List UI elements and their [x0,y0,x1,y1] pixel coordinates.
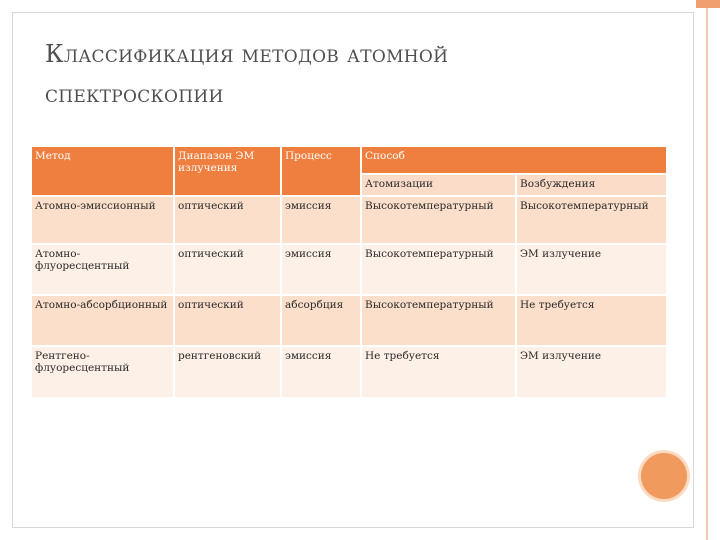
cell-process: эмиссия [281,346,361,398]
right-decorative-rule [706,0,708,540]
cell-method: Атомно-абсорбционный [31,295,174,346]
top-decorative-bar [696,0,720,8]
header-mode: Способ [361,146,667,174]
cell-process: эмиссия [281,196,361,244]
header-atomization: Атомизации [361,174,516,196]
cell-method: Атомно-флуоресцентный [31,244,174,295]
table-row [31,346,667,398]
cell-atomization: Не требуется [361,346,516,398]
cell-excitation: ЭМ излучение [516,244,667,295]
cell-process: эмиссия [281,244,361,295]
cell-excitation: Не требуется [516,295,667,346]
table-row [31,244,667,295]
decorative-circle [641,453,687,499]
header-range: Диапазон ЭМ излучения [174,146,281,196]
cell-range: оптический [174,244,281,295]
cell-excitation: ЭМ излучение [516,346,667,398]
cell-atomization: Высокотемпературный [361,295,516,346]
slide-title [45,34,665,114]
cell-range: рентгеновский [174,346,281,398]
header-excitation: Возбуждения [516,174,667,196]
cell-excitation: Высокотемпературный [516,196,667,244]
cell-method: Рентгено-флуоресцентный [31,346,174,398]
cell-atomization: Высокотемпературный [361,196,516,244]
cell-atomization: Высокотемпературный [361,244,516,295]
cell-range: оптический [174,196,281,244]
cell-method: Атомно-эмиссионный [31,196,174,244]
header-method: Метод [31,146,174,196]
methods-table [30,145,668,399]
title-line-1: Классификация методов атомной [45,40,449,68]
cell-process: абсорбция [281,295,361,346]
title-line-2: спектроскопии [45,80,224,108]
table-row [31,196,667,244]
cell-range: оптический [174,295,281,346]
header-process: Процесс [281,146,361,196]
table-row [31,295,667,346]
